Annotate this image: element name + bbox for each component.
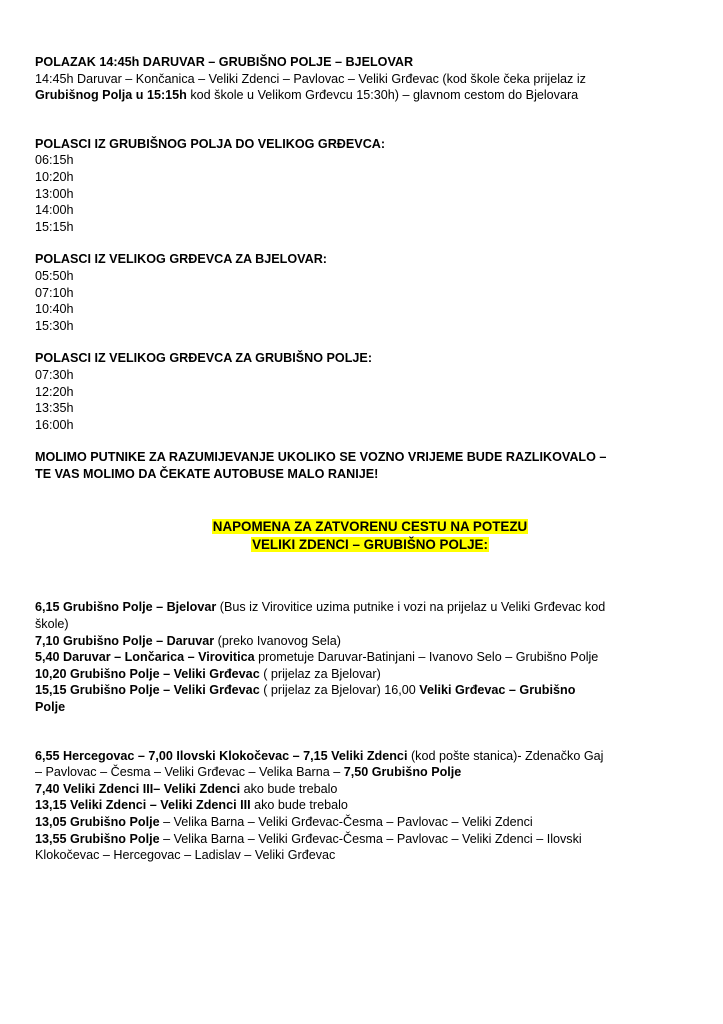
time-entry: 10:20h: [35, 169, 74, 184]
section-grubisno-to-grdevac: [35, 136, 705, 236]
time-entry: 07:30h: [35, 367, 74, 382]
time-entry: 12:20h: [35, 384, 74, 399]
route-description: 14:45h Daruvar – Končanica – Veliki Zdenci – Pavlovac – Veliki Grđevac (kod škole čeka prijelaz iz: [35, 71, 586, 86]
time-entry: 10:40h: [35, 302, 74, 317]
list-item-cont: Polje: [35, 700, 66, 715]
list-item: 13,15 Veliki Zdenci – Veliki Zdenci III ako bude trebalo: [35, 798, 348, 813]
section-grdevac-to-grubisno: [35, 350, 705, 433]
list-item: 10,20 Grubišno Polje – Veliki Grđevac ( prijelaz za Bjelovar): [35, 666, 381, 681]
closure-schedule-list-2: [35, 748, 705, 864]
closure-schedule-list-1: [35, 599, 705, 715]
passenger-warning: MOLIMO PUTNIKE ZA RAZUMIJEVANJE UKOLIKO SE VOZNO VRIJEME BUDE RAZLIKOVALO – TE VAS MOLIMO DA ČEKATE AUTOBUSE MALO RANIJE!: [35, 450, 607, 481]
time-entry: 14:00h: [35, 203, 74, 218]
time-entry: 16:00h: [35, 417, 74, 432]
section-1445-departure: [35, 54, 705, 104]
section-heading: POLASCI IZ GRUBIŠNOG POLJA DO VELIKOG GRĐEVCA:: [35, 136, 386, 151]
list-item: 6,55 Hercegovac – 7,00 Ilovski Klokočevac – 7,15 Veliki Zdenci (kod pošte stanica)- Zdenačko Gaj: [35, 748, 604, 763]
list-item: 15,15 Grubišno Polje – Veliki Grđevac ( prijelaz za Bjelovar) 16,00 Veliki Grđevac – Grubišno: [35, 683, 576, 698]
document-page: [35, 54, 705, 864]
route-description-cont: Grubišnog Polja u 15:15h kod škole u Velikom Grđevcu 15:30h) – glavnom cestom do Bjelovara: [35, 88, 579, 103]
list-item: 13,55 Grubišno Polje – Velika Barna – Veliki Grđevac-Česma – Pavlovac – Veliki Zdenci – Ilovski: [35, 831, 582, 846]
list-item-cont: Klokočevac – Hercegovac – Ladislav – Veliki Grđevac: [35, 848, 336, 863]
time-entry: 13:35h: [35, 401, 74, 416]
section-heading: POLASCI IZ VELIKOG GRĐEVCA ZA BJELOVAR:: [35, 252, 328, 267]
section-grdevac-to-bjelovar: [35, 251, 705, 334]
time-entry: 13:00h: [35, 186, 74, 201]
road-closure-notice: [35, 518, 705, 553]
section-heading: POLASCI IZ VELIKOG GRĐEVCA ZA GRUBIŠNO POLJE:: [35, 351, 373, 366]
time-entry: 06:15h: [35, 153, 74, 168]
list-item: 5,40 Daruvar – Lončarica – Virovitica prometuje Daruvar-Batinjani – Ivanovo Selo – Grubišno Polje: [35, 650, 599, 665]
time-entry: 07:10h: [35, 285, 74, 300]
notice-line-1: NAPOMENA ZA ZATVORENU CESTU NA POTEZU: [212, 519, 528, 535]
list-item-cont: škole): [35, 617, 69, 632]
time-entry: 15:15h: [35, 219, 74, 234]
time-entry: 15:30h: [35, 318, 74, 333]
list-item: 7,40 Veliki Zdenci III– Veliki Zdenci ako bude trebalo: [35, 781, 338, 796]
list-item: 6,15 Grubišno Polje – Bjelovar (Bus iz Virovitice uzima putnike i vozi na prijelaz u Veliki Grđevac kod: [35, 600, 606, 615]
list-item: 13,05 Grubišno Polje – Velika Barna – Veliki Grđevac-Česma – Pavlovac – Veliki Zdenci: [35, 815, 533, 829]
list-item: 7,10 Grubišno Polje – Daruvar (preko Ivanovog Sela): [35, 633, 341, 648]
list-item-cont: – Pavlovac – Česma – Veliki Grđevac – Velika Barna – 7,50 Grubišno Polje: [35, 765, 462, 780]
notice-line-2: VELIKI ZDENCI – GRUBIŠNO POLJE:: [252, 536, 488, 552]
section-heading: POLAZAK 14:45h DARUVAR – GRUBIŠNO POLJE – BJELOVAR: [35, 55, 414, 69]
time-entry: 05:50h: [35, 268, 74, 283]
